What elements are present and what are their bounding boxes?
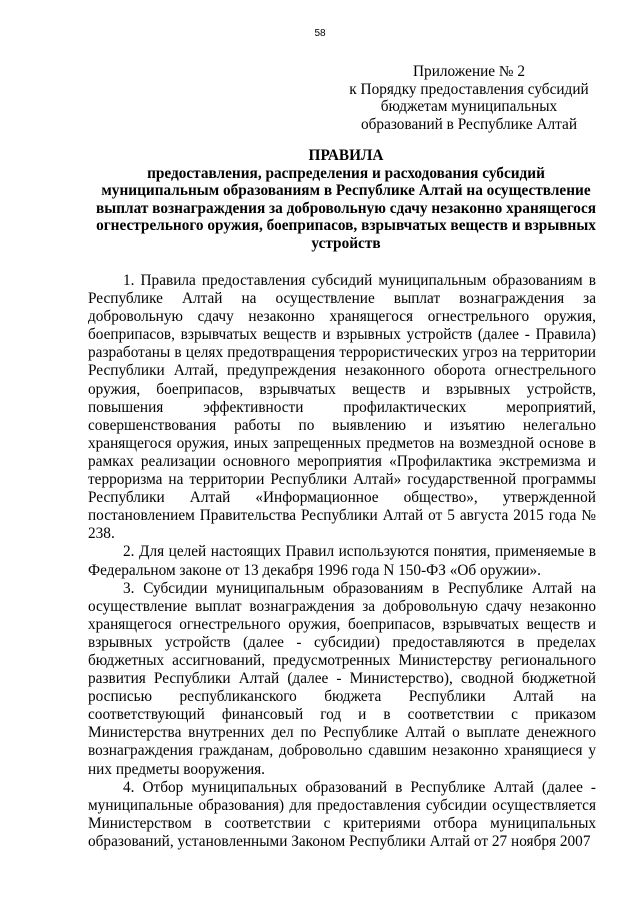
title-line: устройств	[311, 234, 381, 252]
title-line: огнестрельного оружия, боеприпасов, взрывчатых веществ и взрывных	[96, 217, 596, 235]
appendix-header	[330, 63, 608, 133]
page-number: 58	[314, 28, 326, 39]
document-title	[88, 147, 604, 253]
paragraph-1: 1. Правила предоставления субсидий муниципальным образованиям в Республике Алтай на осуществление выплат вознаграждения за добровольную сдачу незаконно хранящегося огнестрельного оружия, боеприпасов, взрывчатых веществ и взрывных устройств (далее - Правила) разработаны в целях предотвращения террористических угроз на территории Республики Алтай, предупреждения незаконного оборота огнестрельного оружия, боеприпасов, взрывчатых веществ и взрывных устройств, повышения эффективности профилактических мероприятий, совершенствования работы по выявлению и изъятию нелегально хранящегося оружия, иных запрещенных предметов на возмездной основе в рамках реализации основного мероприятия «Профилактика экстремизма и терроризма на территории Республики Алтай» государственной программы Республики Алтай «Информационное общество», утвержденной постановлением Правительства Республики Алтай от 5 августа 2015 года № 238.	[88, 272, 596, 543]
document-body	[88, 272, 596, 851]
appendix-line: к Порядку предоставления субсидий	[349, 80, 589, 98]
title-line: предоставления, распределения и расходования субсидий	[147, 164, 545, 182]
appendix-line: образований в Республике Алтай	[360, 115, 578, 133]
title-line: муниципальным образованиям в Республике Алтай на осуществление	[101, 182, 591, 200]
title-heading: ПРАВИЛА	[308, 147, 384, 164]
paragraph-3: 3. Субсидии муниципальным образованиям в Республике Алтай на осуществление выплат вознаграждения за добровольную сдачу незаконно хранящегося огнестрельного оружия, боеприпасов, взрывчатых веществ и взрывных устройств (далее - субсидии) предоставляются в пределах бюджетных ассигнований, предусмотренных Министерству регионального развития Республики Алтай (далее - Министерство), сводной бюджетной росписью республиканского бюджета Республики Алтай на соответствующий финансовый год и в соответствии с приказом Министерства внутренних дел по Республике Алтай о выплате денежного вознаграждения гражданам, добровольно сдавшим незаконно хранящиеся у них предметы вооружения.	[88, 579, 596, 778]
paragraph-2: 2. Для целей настоящих Правил используются понятия, применяемые в Федеральном законе от 13 декабря 1996 года N 150-ФЗ «Об оружии».	[88, 543, 596, 579]
title-line: выплат вознаграждения за добровольную сдачу незаконно хранящегося	[95, 199, 597, 217]
paragraph-4: 4. Отбор муниципальных образований в Республике Алтай (далее - муниципальные образования) для предоставления субсидии осуществляется Министерством в соответствии с критериями отбора муниципальных образований, установленными Законом Республики Алтай от 27 ноября 2007	[88, 778, 596, 850]
appendix-line: Приложение № 2	[413, 63, 525, 80]
appendix-line: бюджетам муниципальных	[380, 98, 558, 116]
